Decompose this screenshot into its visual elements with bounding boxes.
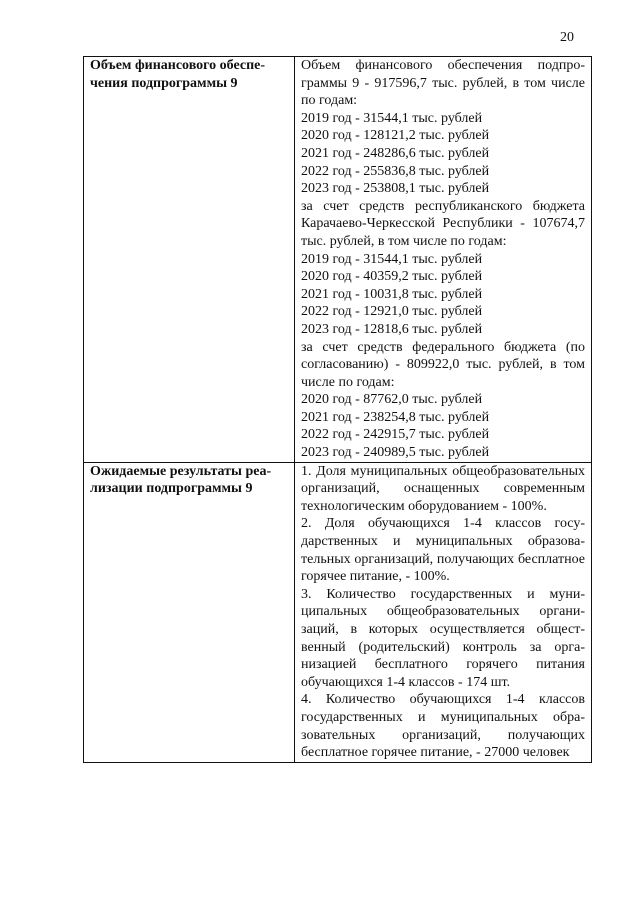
passport-table xyxy=(83,56,592,763)
financing-year-line: 2022 год - 255836,8 тыс. рублей xyxy=(301,163,490,179)
row-content-results xyxy=(295,462,592,762)
financing-year-line: 2021 год - 248286,6 тыс. рублей xyxy=(301,145,490,161)
financing-year-line: 2020 год - 40359,2 тыс. рублей xyxy=(301,269,483,285)
financing-year-line: 2021 год - 10031,8 тыс. рублей xyxy=(301,286,483,302)
table-row-financing xyxy=(84,57,592,463)
result-item: 2. Доля обучающихся 1-4 классов государственных и муниципальных образовательных организаций, получающих бесплатное горячее питание, - 100%. xyxy=(301,516,585,585)
financing-year-line: 2021 год - 238254,8 тыс. рублей xyxy=(301,409,490,425)
financing-year-line: 2022 год - 242915,7 тыс. рублей xyxy=(301,427,490,443)
result-item: 1. Доля муниципальных общеобразовательных организаций, оснащенных современным технологическим оборудованием - 100%. xyxy=(301,463,585,514)
financing-total: Объем финансового обеспечения подпрограммы 9 - 917596,7 тыс. рублей, в том числе по годам: xyxy=(301,58,585,109)
row-content-financing xyxy=(295,57,592,463)
financing-year-line: 2022 год - 12921,0 тыс. рублей xyxy=(301,304,483,320)
result-item: 4. Количество обучающихся 1-4 классов государственных и муниципальных образовательных организаций, получающих бесплатное горячее питание, - 27000 человек xyxy=(301,692,585,761)
row-label-financing: Объем финансового обеспечения подпрограммы 9 xyxy=(84,57,295,463)
page-number: 20 xyxy=(560,30,574,45)
financing-year-line: 2019 год - 31544,1 тыс. рублей xyxy=(301,251,483,267)
row-label-results: Ожидаемые результаты реализации подпрограммы 9 xyxy=(84,462,295,762)
financing-year-line: 2020 год - 87762,0 тыс. рублей xyxy=(301,392,483,408)
table-row-results xyxy=(84,462,592,762)
financing-year-line: 2023 год - 240989,5 тыс. рублей xyxy=(301,445,490,461)
result-item: 3. Количество государственных и муниципальных общеобразовательных организаций, в которых осуществляется общественный (родительский) контроль за организацией бесплатного горячего питания обучающихся 1-4 классов - 174 шт. xyxy=(301,586,585,690)
financing-regional-budget: за счет средств республиканского бюджета Карачаево-Черкесской Республики - 107674,7 тыс. рублей, в том числе по годам: xyxy=(301,198,585,249)
financing-federal-budget: за счет средств федерального бюджета (по согласованию) - 809922,0 тыс. рублей, в том числе по годам: xyxy=(301,339,585,390)
financing-year-line: 2019 год - 31544,1 тыс. рублей xyxy=(301,110,483,126)
financing-year-line: 2023 год - 253808,1 тыс. рублей xyxy=(301,181,490,197)
financing-year-line: 2020 год - 128121,2 тыс. рублей xyxy=(301,128,490,144)
financing-year-line: 2023 год - 12818,6 тыс. рублей xyxy=(301,321,483,337)
